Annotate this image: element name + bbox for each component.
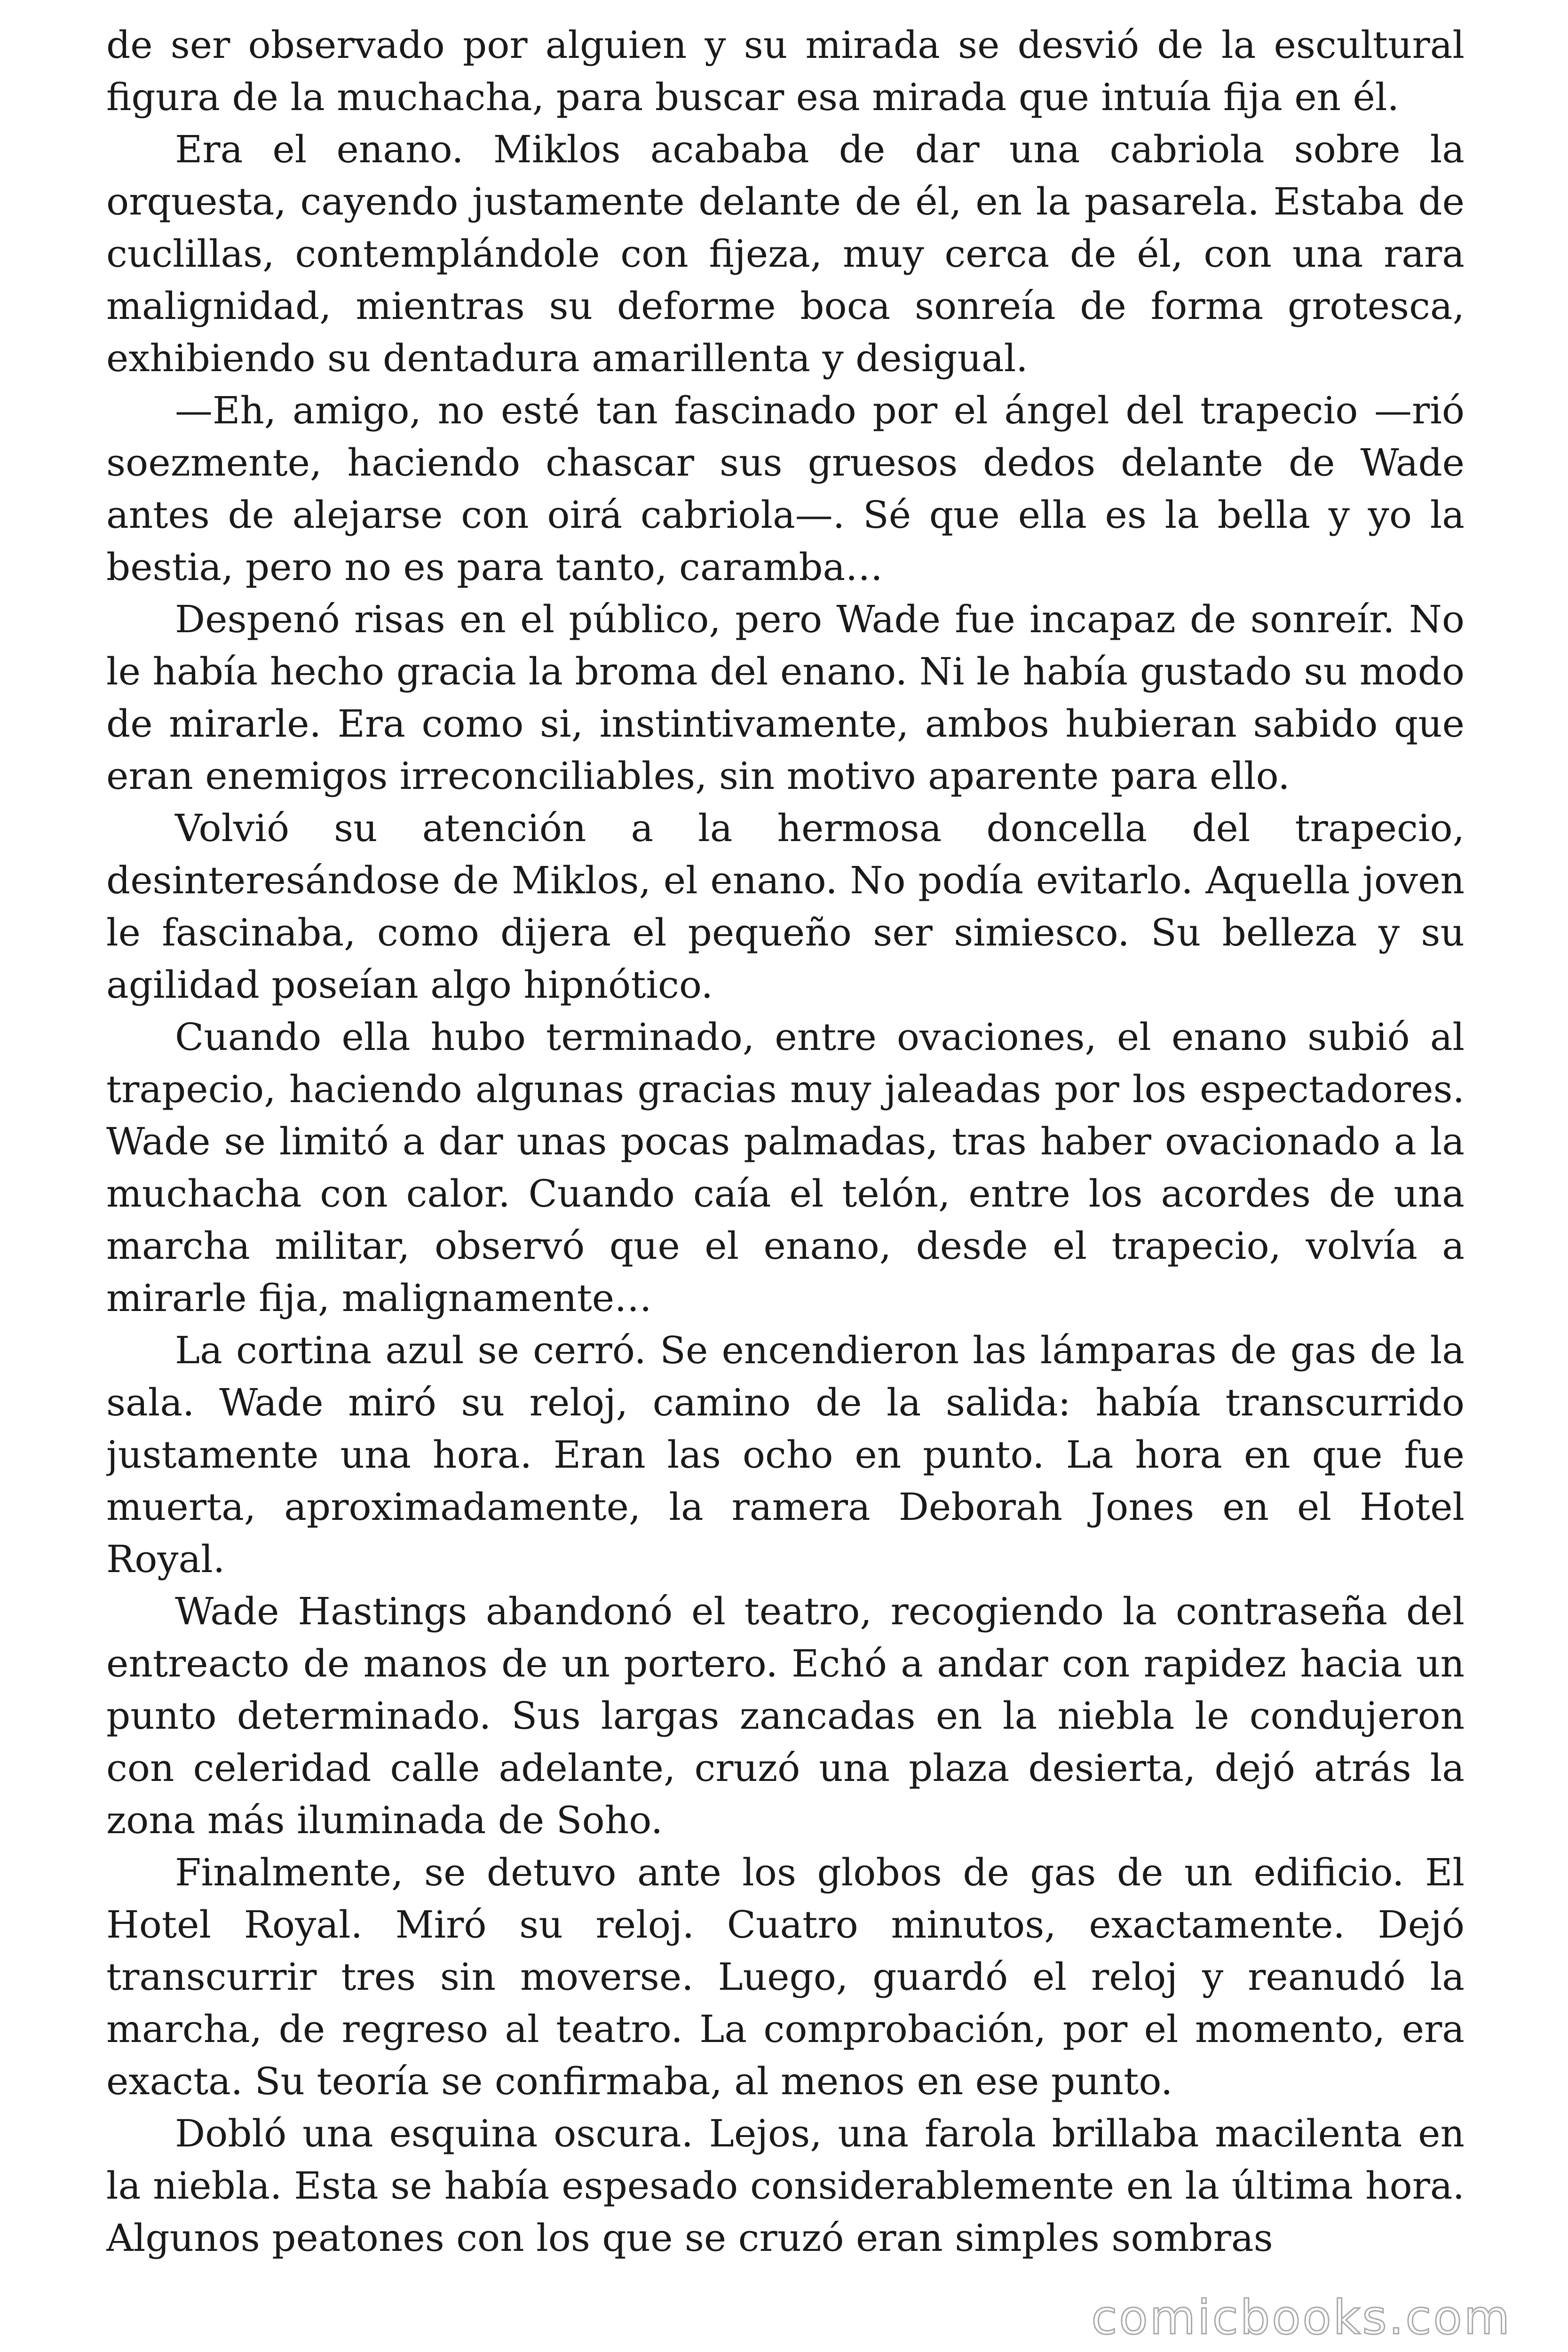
paragraph-10: Dobló una esquina oscura. Lejos, una farola brillaba macilenta en la niebla. Esta se había espesado considerablemente en la última hora. Algunos peatones con los que se cruzó eran simples sombras (106, 2112, 1465, 2260)
paragraph-6: Cuando ella hubo terminado, entre ovaciones, el enano subió al trapecio, haciendo algunas gracias muy jaleadas por los espectadores. Wade se limitó a dar unas pocas palmadas, tras haber ovacionado a la muchacha con calor. Cuando caía el telón, entre los acordes de una marcha militar, observó que el enano, desde el trapecio, volvía a mirarle fija, malignamente… (106, 1015, 1465, 1320)
paragraph-2: Era el enano. Miklos acababa de dar una cabriola sobre la orquesta, cayendo justamente delante de él, en la pasarela. Estaba de cuclillas, contemplándole con fijeza, muy cerca de él, con una rara malignidad, mientras su deforme boca sonreía de forma grotesca, exhibiendo su dentadura amarillenta y desigual. (106, 127, 1465, 380)
paragraph-1: de ser observado por alguien y su mirada se desvió de la escultural figura de la muchacha, para buscar esa mirada que intuía fija en él. (106, 23, 1465, 119)
paragraph-9: Finalmente, se detuvo ante los globos de gas de un edificio. El Hotel Royal. Miró su reloj. Cuatro minutos, exactamente. Dejó transcurrir tres sin moverse. Luego, guardó el reloj y reanudó la marcha, de regreso al teatro. La comprobación, por el momento, era exacta. Su teoría se confirmaba, al menos en ese punto. (106, 1851, 1465, 2103)
paragraph-7: La cortina azul se cerró. Se encendieron las lámparas de gas de la sala. Wade miró su reloj, camino de la salida: había transcurrido justamente una hora. Eran las ocho en punto. La hora en que fue muerta, aproximadamente, la ramera Deborah Jones en el Hotel Royal. (106, 1328, 1465, 1581)
watermark: comicbooks.com (1091, 2290, 1512, 2345)
paragraph-5: Volvió su atención a la hermosa doncella del trapecio, desinteresándose de Miklos, el enano. No podía evitarlo. Aquella joven le fascinaba, como dijera el pequeño ser simiesco. Su belleza y su agilidad poseían algo hipnótico. (106, 806, 1465, 1007)
paragraph-4: Despenó risas en el público, pero Wade fue incapaz de sonreír. No le había hecho gracia la broma del enano. Ni le había gustado su modo de mirarle. Era como si, instintivamente, ambos hubieran sabido que eran enemigos irreconciliables, sin motivo aparente para ello. (106, 597, 1465, 798)
paragraph-3: —Eh, amigo, no esté tan fascinado por el ángel del trapecio —rió soezmente, haciendo chascar sus gruesos dedos delante de Wade antes de alejarse con oirá cabriola—. Sé que ella es la bella y yo la bestia, pero no es para tanto, caramba… (106, 389, 1465, 589)
paragraph-8: Wade Hastings abandonó el teatro, recogiendo la contraseña del entreacto de manos de un portero. Echó a andar con rapidez hacia un punto determinado. Sus largas zancadas en la niebla le condujeron con celeridad calle adelante, cruzó una plaza desierta, dejó atrás la zona más iluminada de Soho. (106, 1589, 1465, 1842)
book-page (106, 19, 1465, 2314)
